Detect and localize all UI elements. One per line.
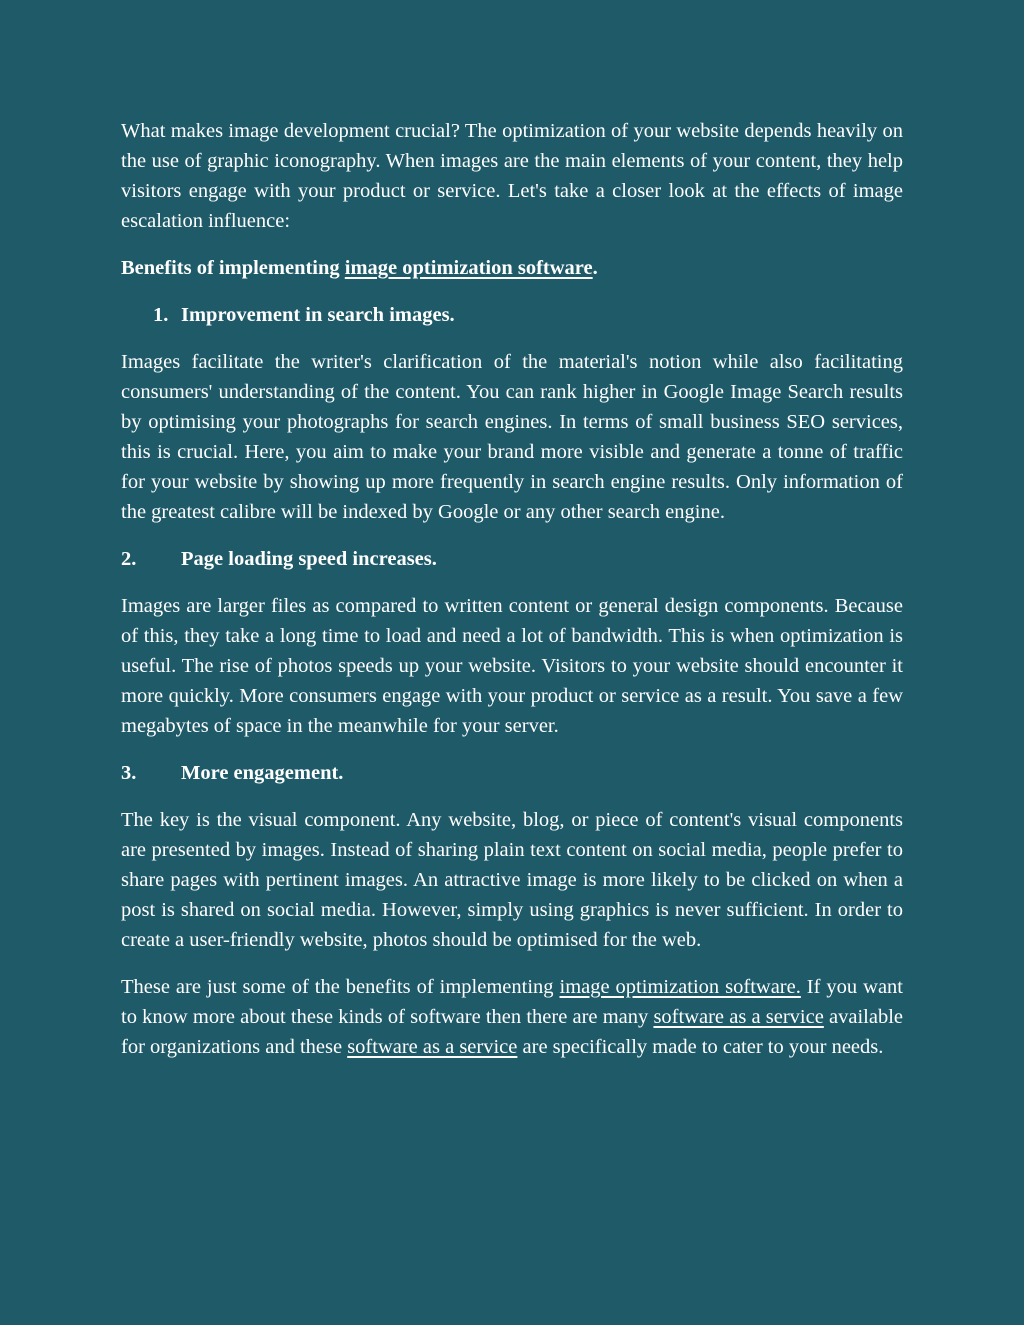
software-as-a-service-link-2[interactable]: software as a service (347, 1036, 518, 1058)
closing-text-4: are specifically made to cater to your needs. (517, 1036, 884, 1058)
section-body-2: Images are larger files as compared to written content or general design components. Because of this, they take a long time to load and need a lot of bandwidth. This is when optimization is useful. The rise of photos speeds up your website. Visitors to your website should encounter it more quickly. More consumers engage with your product or service as a result. You save a few megabytes of space in the meanwhile for your server. (121, 595, 903, 737)
intro-paragraph: What makes image development crucial? The optimization of your website depends heavily on the use of graphic iconography. When images are the main elements of your content, they help visitors engage with your product or service. Let's take a closer look at the effects of image escalation influence: (121, 120, 903, 232)
section-heading-3 (121, 758, 903, 788)
closing-paragraph (121, 972, 903, 1062)
section-number-2: 2. (121, 548, 137, 570)
section-number-3: 3. (121, 762, 137, 784)
image-optimization-software-link[interactable]: image optimization software (344, 257, 593, 279)
closing-text-3: available for organizations and these (121, 1006, 903, 1058)
image-optimization-software-link-2[interactable]: image optimization software. (559, 976, 801, 998)
section-number-1: 1. (153, 304, 169, 326)
section-body-3: The key is the visual component. Any website, blog, or piece of content's visual components are presented by images. Instead of sharing plain text content on social media, people prefer to share pages with pertinent images. An attractive image is more likely to be clicked on when a post is shared on social media. However, simply using graphics is never sufficient. In order to create a user-friendly website, photos should be optimised for the web. (121, 809, 903, 951)
section-title-1: Improvement in search images. (181, 304, 455, 326)
benefits-heading-prefix: Benefits of implementing (121, 257, 345, 279)
section-body-1: Images facilitate the writer's clarification of the material's notion while also facilitating consumers' understanding of the content. You can rank higher in Google Image Search results by optimising your photographs for search engines. In terms of small business SEO services, this is crucial. Here, you aim to make your brand more visible and generate a tonne of traffic for your website by showing up more frequently in search engine results. Only information of the greatest calibre will be indexed by Google or any other search engine. (121, 351, 903, 523)
section-title-3: More engagement. (181, 762, 344, 784)
section-heading-1 (121, 300, 903, 330)
closing-text-2: If you want to know more about these kinds of software then there are many (121, 976, 903, 1028)
section-title-2: Page loading speed increases. (181, 548, 437, 570)
section-heading-2 (121, 544, 903, 574)
software-as-a-service-link-1[interactable]: software as a service (653, 1006, 824, 1028)
benefits-heading-suffix: . (592, 257, 598, 279)
closing-text-1: These are just some of the benefits of implementing (121, 976, 560, 998)
benefits-heading (121, 253, 903, 283)
